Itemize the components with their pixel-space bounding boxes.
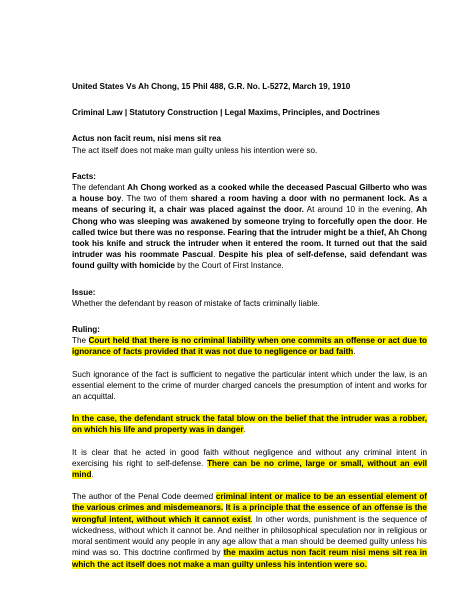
maxim-translation: The act itself does not make man guilty unless his intention were so. <box>72 145 318 155</box>
facts-bold-segment: Ah Chong who was sleeping was awakened by someone trying to forcefully open the door <box>72 205 427 226</box>
ruling-p5-highlight-1: criminal intent or malice to be an essential element of the various crimes and misdemeanors. <box>72 492 427 513</box>
ruling-p1-tail: . <box>353 347 356 357</box>
issue-text: Whether the defendant by reason of mistake of facts criminally liable. <box>72 298 320 308</box>
facts-heading: Facts: <box>72 171 96 181</box>
ruling-p5-rest: . In other words, punishment is the sequence of wickedness, without which it cannot be. And neither in philosophical speculation nor in religious or moral sentiment would any people in any age allow that a man should be deemed guilty unless his mind was so. This doctrine confirmed by <box>72 514 427 558</box>
facts-segment: . <box>411 216 417 226</box>
ruling-paragraph-3 <box>72 413 427 435</box>
ruling-p5-lead: The author of the Penal Code deemed <box>72 492 216 502</box>
maxim-latin: Actus non facit reum, nisi mens sit rea <box>72 134 221 144</box>
facts-bold-segment: He called twice but there was no response. Fearing that the intruder might be a thief, Ah Chong took his knife and struck the intruder when it entered the room. It turned out that the said intruder was his roommate Pascual <box>72 216 428 260</box>
facts-segment: The defendant <box>72 183 128 193</box>
facts-segment: . The two of them <box>121 194 191 204</box>
ruling-paragraph-5 <box>72 491 427 569</box>
ruling-p4-tail: . <box>91 470 94 480</box>
issue-heading: Issue: <box>72 287 96 297</box>
ruling-p3-tail: . <box>243 425 246 435</box>
case-title: United States Vs Ah Chong, 15 Phil 488, G.R. No. L-5272, March 19, 1910 <box>72 82 351 91</box>
facts-bold-segment: Despite his plea of self-defense, said defendant was found guilty with homicide <box>72 250 427 271</box>
ruling-paragraph-2: Such ignorance of the fact is sufficient to negative the particular intent which under the law, is an essential element to the crime of murder charged cancels the presumption of intent and works for an acquittal. <box>72 369 427 402</box>
facts-segment: by the Court of First Instance. <box>174 261 284 271</box>
ruling-heading: Ruling: <box>72 325 100 335</box>
facts-segment: . <box>213 250 219 260</box>
subject-line: Criminal Law | Statutory Construction | Legal Maxims, Principles, and Doctrines <box>72 108 380 118</box>
ruling-paragraph-1 <box>72 335 427 357</box>
ruling-p5-highlight-2: It is a principle that the essence of an offense is the wrongful intent, without which it cannot exist <box>72 503 427 524</box>
facts-paragraph <box>72 182 427 272</box>
facts-bold-segment: shared a room having a door with no permanent lock. As a means of securing it, a chair was placed against the door. <box>72 194 428 215</box>
facts-bold-segment: Ah Chong worked as a cooked while the deceased Pascual Gilberto who was a house boy <box>72 183 427 204</box>
ruling-p4-lead: It is clear that he acted in good faith without negligence and without any criminal intent in exercising his right to self-defense. <box>72 447 427 468</box>
ruling-p5-highlight-3: the maxim actus non facit reum nisi mens sit rea in which the act itself does not make a man guilty unless his intention were so. <box>72 548 427 569</box>
facts-segment: At around 10 in the evening, <box>303 205 417 215</box>
ruling-p1-lead: The <box>72 336 89 346</box>
ruling-p1-highlight: Court held that there is no criminal liability when one commits an offense or act due to ignorance of facts provided that it was not due to negligence or bad faith <box>72 336 428 357</box>
ruling-paragraph-4 <box>72 447 427 481</box>
ruling-p4-highlight: There can be no crime, large or small, without an evil mind <box>72 458 427 480</box>
ruling-p3-highlight: In the case, the defendant struck the fatal blow on the belief that the intruder was a robber, on which his life and property was in danger <box>72 414 427 435</box>
